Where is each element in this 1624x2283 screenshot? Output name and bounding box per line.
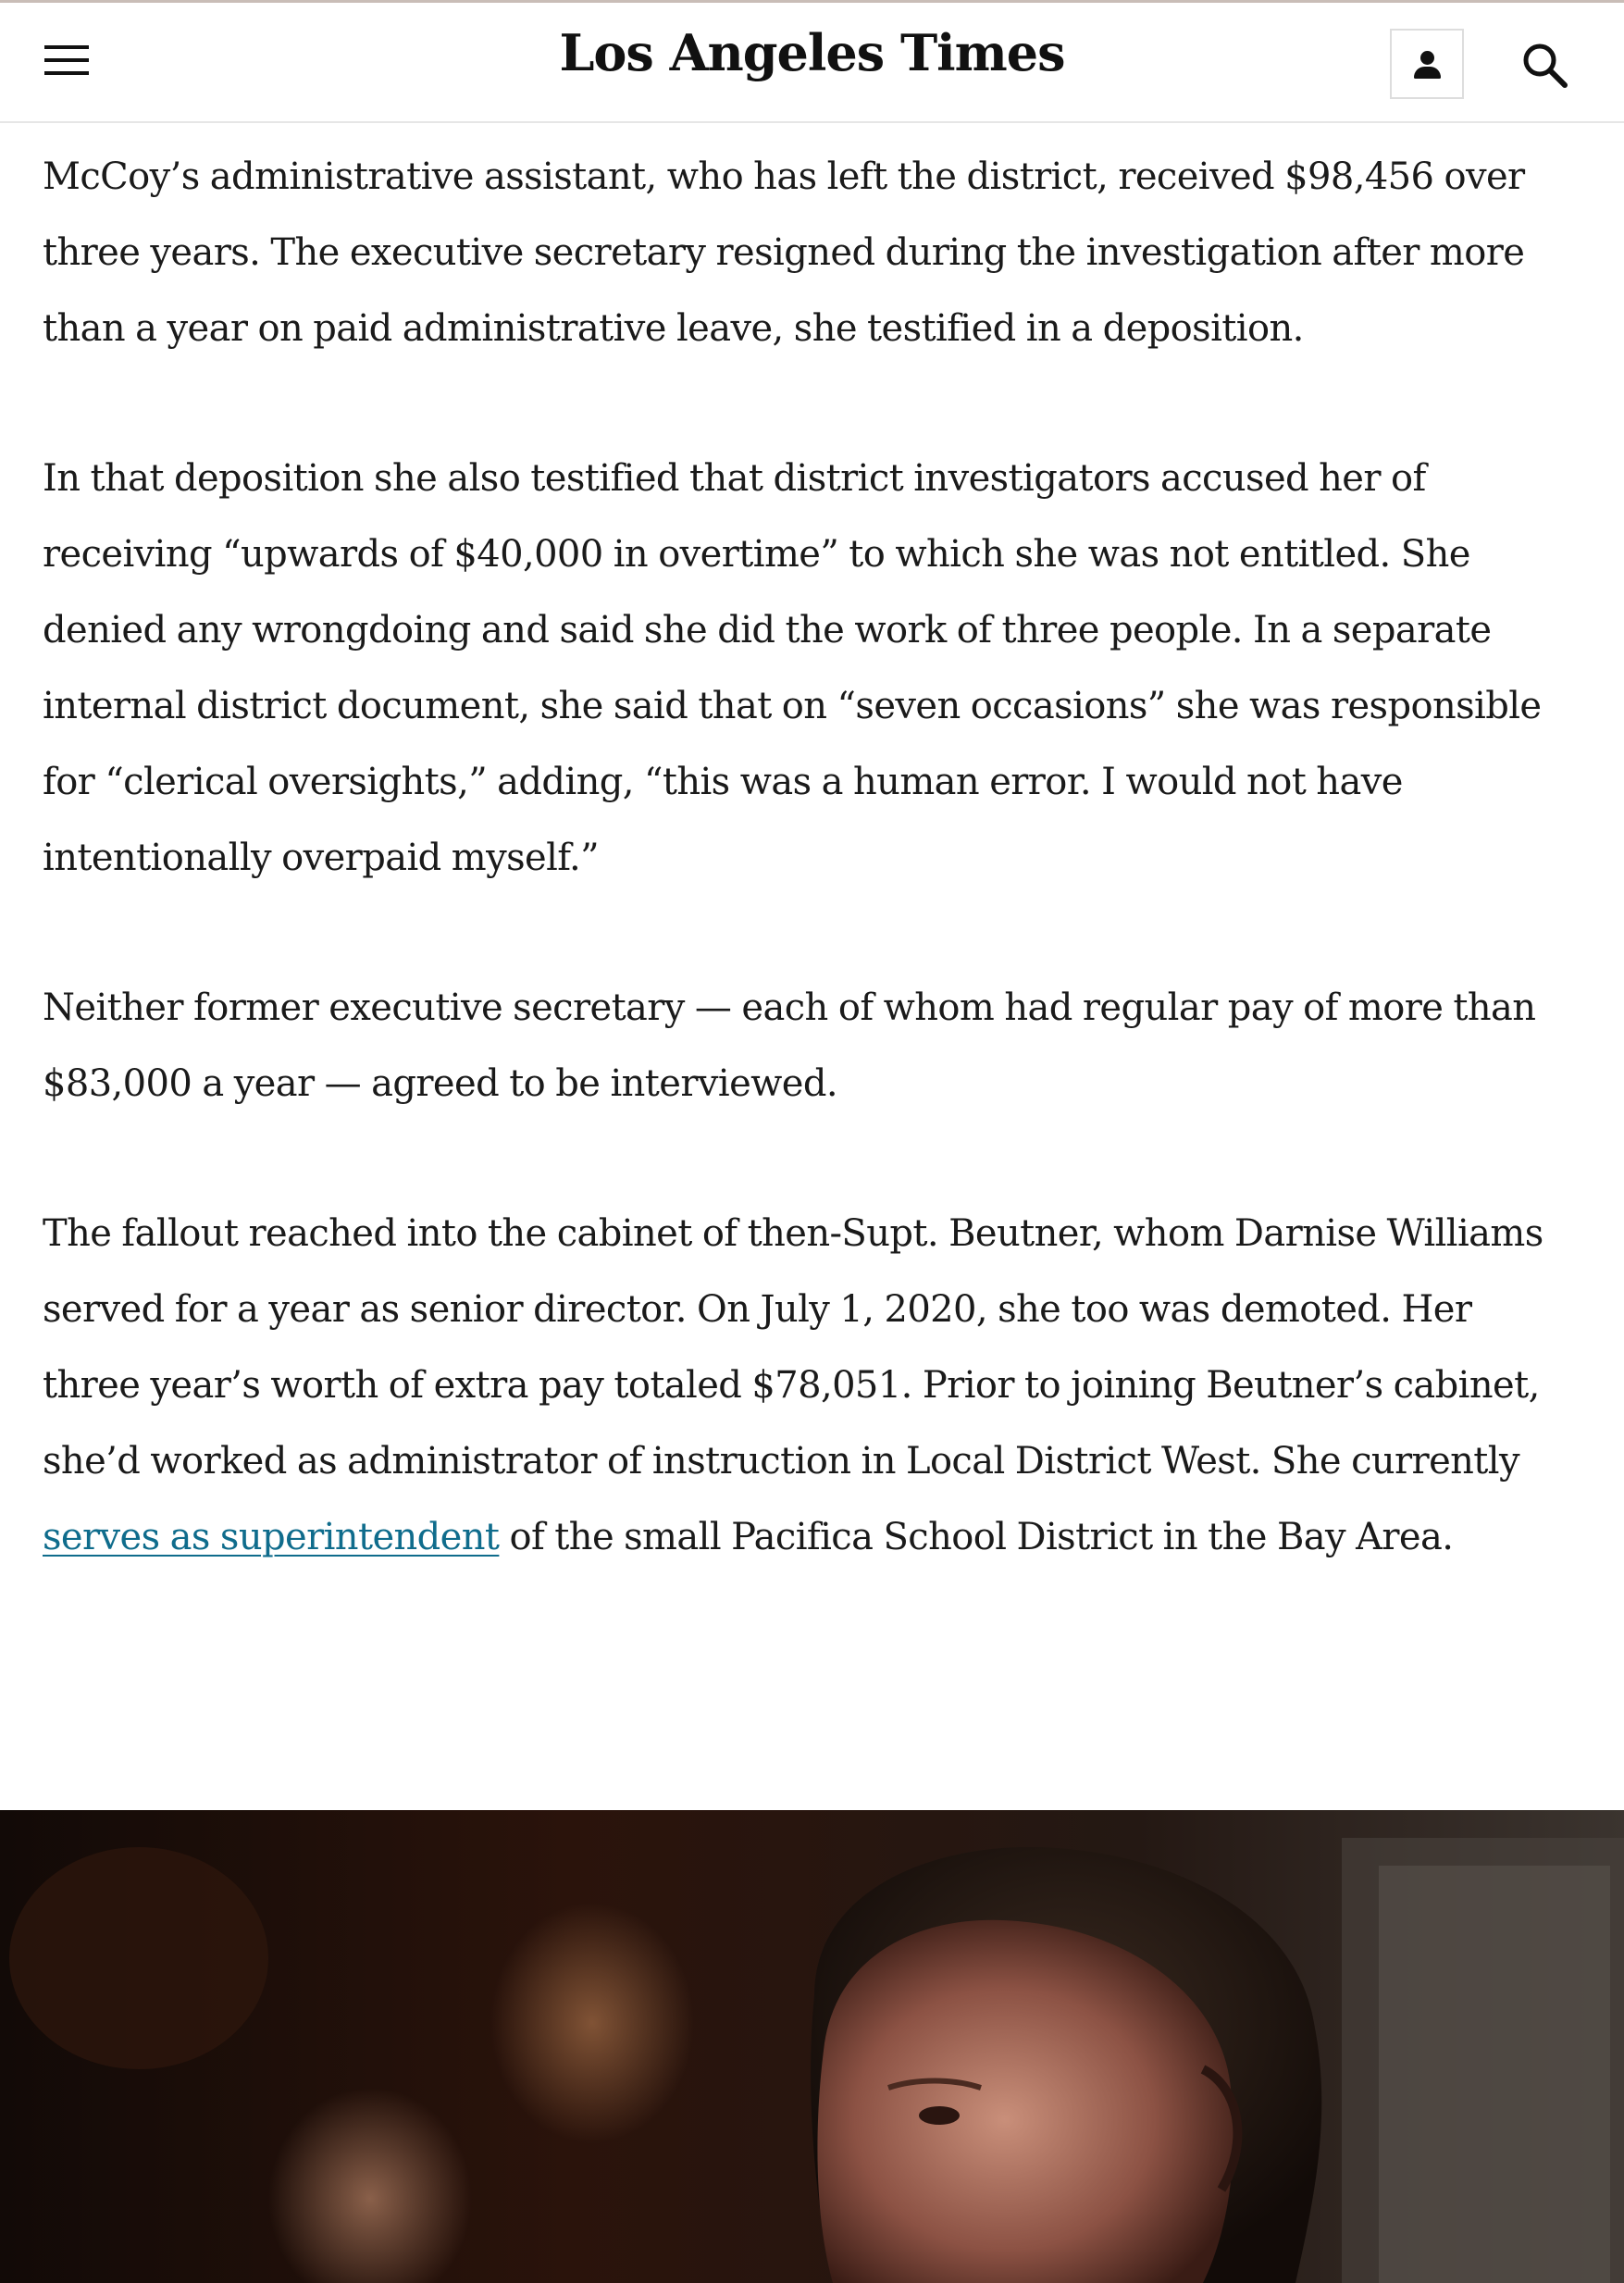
hamburger-menu-icon[interactable]	[41, 40, 93, 81]
article-photo	[0, 1810, 1624, 2283]
article-body	[43, 139, 1579, 1649]
paragraph-text: of the small Pacifica School District in the Bay Area.	[499, 1516, 1454, 1558]
superintendent-link[interactable]: serves as superintendent	[43, 1516, 500, 1558]
article-paragraph: In that deposition she also testified that district investigators accused her of receiving “upwards of $40,000 in overtime” to which she was not entitled. She denied any wrongdoing and said she did the work of three people. In a separate internal district document, she said that on “seven occasions” she was responsible for “clerical oversights,” adding, “this was a human error. I would not have intentionally overpaid myself.”	[43, 457, 1542, 879]
paragraph-text: The fallout reached into the cabinet of then-Supt. Beutner, whom Darnise Williams served for a year as senior director. On July 1, 2020, she too was demoted. Her three year’s worth of extra pay totaled $78,051. Prior to joining Beutner’s cabinet, she’d worked as administrator of instruction in Local District West. She currently	[43, 1212, 1543, 1483]
portrait-photo-illustration	[0, 1810, 1624, 2283]
user-icon	[1420, 51, 1434, 65]
user-icon-body	[1414, 67, 1441, 79]
menu-line	[44, 58, 89, 62]
menu-line	[44, 71, 89, 75]
menu-line	[44, 45, 89, 49]
site-logo-wrapper	[0, 23, 1624, 82]
article-paragraph	[43, 1196, 1579, 1575]
article-paragraph: McCoy’s administrative assistant, who has left the district, received $98,456 over three years. The executive secretary resigned during the investigation after more than a year on paid administrative leave, she testified in a deposition.	[43, 155, 1525, 350]
site-header	[0, 3, 1624, 123]
search-button[interactable]	[1516, 36, 1575, 95]
account-button[interactable]	[1390, 29, 1464, 99]
search-icon	[1516, 36, 1575, 95]
site-logo[interactable]: Los Angeles Times	[559, 23, 1065, 82]
article-paragraph: Neither former executive secretary — each of whom had regular pay of more than $83,000 a year — agreed to be interviewed.	[43, 986, 1536, 1105]
